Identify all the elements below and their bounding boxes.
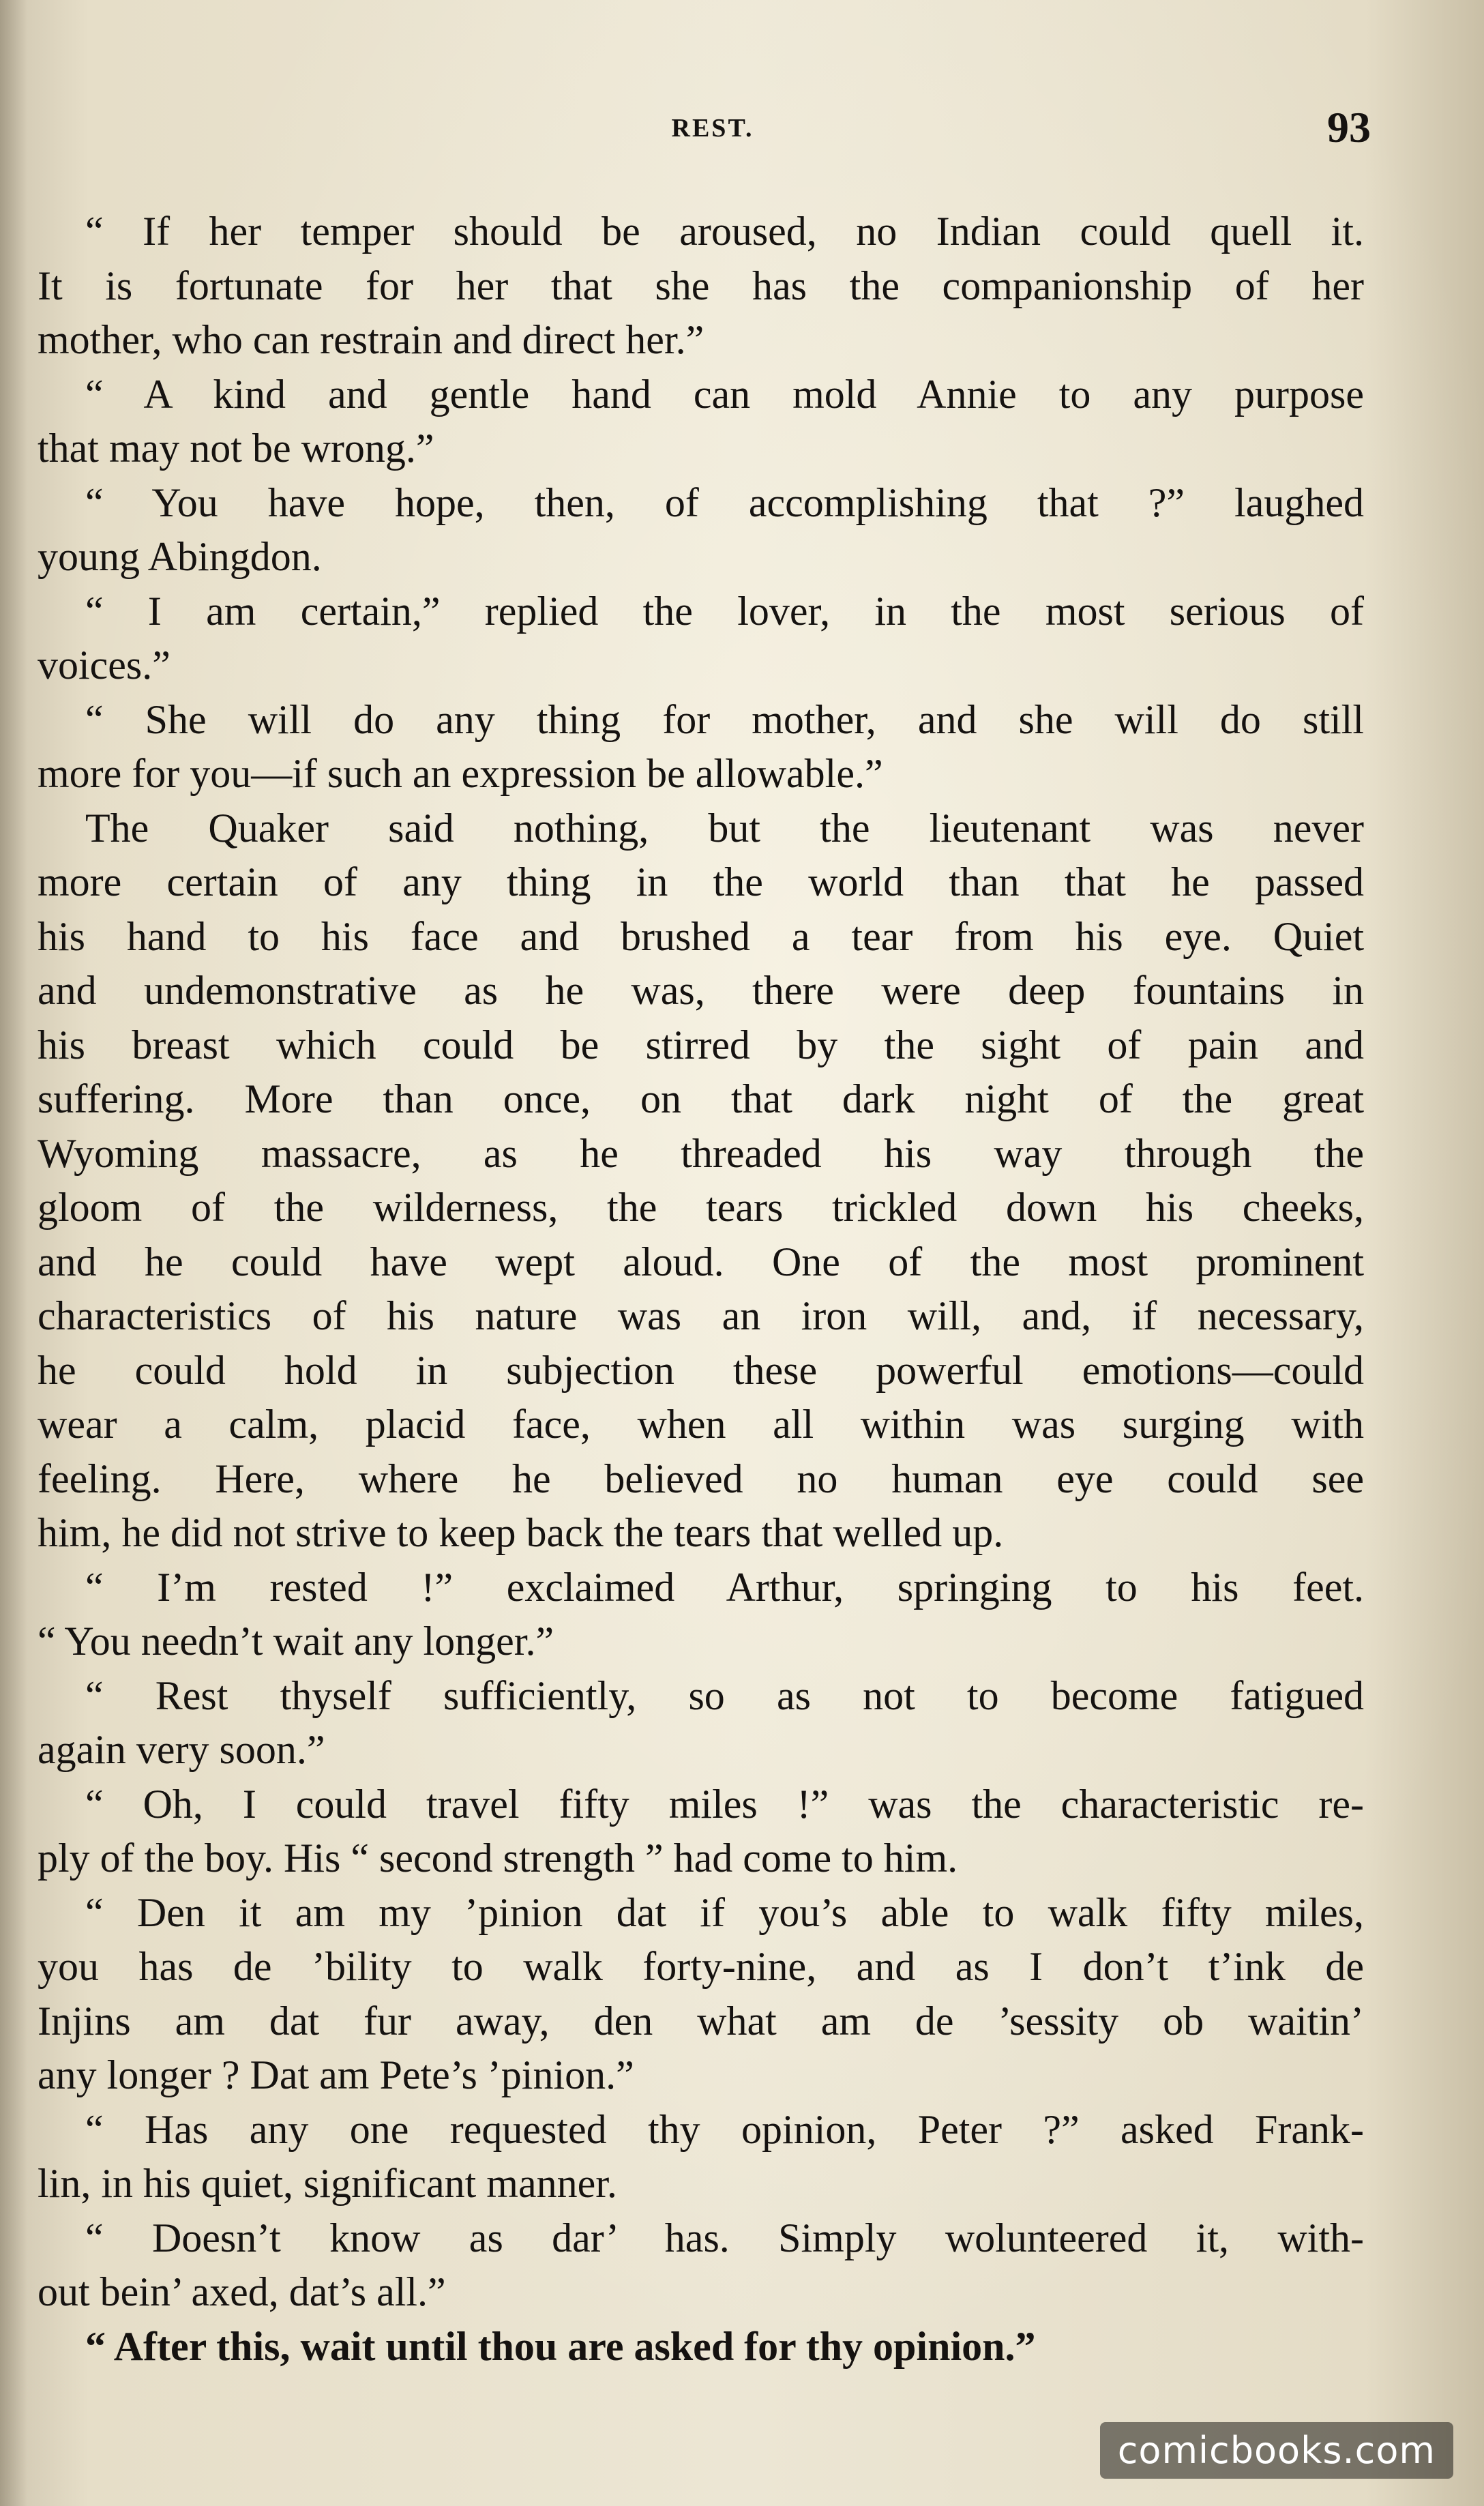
running-title: REST. (671, 114, 754, 143)
text-line: and he could have wept aloud. One of the most prominent (38, 1239, 1364, 1284)
text-line: mother, who can restrain and direct her.” (38, 317, 704, 362)
text-line: suffering. More than once, on that dark night of the great (38, 1076, 1364, 1121)
text-line: wear a calm, placid face, when all within was surging with (38, 1402, 1364, 1447)
text-line: “ You needn’t wait any longer.” (38, 1619, 554, 1664)
text-line: any longer ? Dat am Pete’s ’pinion.” (38, 2052, 634, 2097)
page-number: 93 (1327, 103, 1371, 151)
text-line: gloom of the wilderness, the tears trickled down his cheeks, (38, 1185, 1364, 1230)
text-line: “ Oh, I could travel fifty miles !” was the characteristic re- (85, 1781, 1364, 1827)
page-gutter-shadow (0, 0, 27, 2506)
text-line: “ After this, wait until thou are asked for thy opinion.” (85, 2323, 1036, 2369)
text-line: voices.” (38, 643, 170, 688)
site-watermark: comicbooks.com (1100, 2422, 1453, 2479)
text-line: “ Has any one requested thy opinion, Peter ?” asked Frank- (85, 2106, 1364, 2152)
text-line: more for you—if such an expression be allowable.” (38, 751, 883, 796)
text-line: characteristics of his nature was an iron will, and, if necessary, (38, 1293, 1364, 1338)
text-line: his hand to his face and brushed a tear from his eye. Quiet (38, 913, 1364, 959)
text-line: “ I am certain,” replied the lover, in the most serious of (85, 588, 1364, 634)
text-line: “ Doesn’t know as dar’ has. Simply wolunteered it, with- (85, 2215, 1364, 2260)
text-line: ply of the boy. His “ second strength ” had come to him. (38, 1836, 958, 1881)
text-line: “ Rest thyself sufficiently, so as not to become fatigued (85, 1672, 1364, 1718)
text-line: It is fortunate for her that she has the companionship of her (38, 263, 1364, 308)
text-line: Injins am dat fur away, den what am de ’sessity ob waitin’ (38, 1998, 1364, 2044)
text-line: his breast which could be stirred by the sight of pain and (38, 1022, 1364, 1067)
text-line: he could hold in subjection these powerful emotions—could (38, 1347, 1364, 1393)
text-line: “ She will do any thing for mother, and she will do still (85, 696, 1364, 742)
text-line: Wyoming massacre, as he threaded his way through the (38, 1130, 1364, 1176)
text-line: more certain of any thing in the world than that he passed (38, 859, 1364, 904)
text-line: “ If her temper should be aroused, no Indian could quell it. (85, 209, 1364, 254)
text-line: “ A kind and gentle hand can mold Annie to any purpose (85, 371, 1364, 417)
text-line: and undemonstrative as he was, there were deep fountains in (38, 968, 1364, 1013)
text-line: “ I’m rested !” exclaimed Arthur, springing to his feet. (85, 1564, 1364, 1610)
text-line: “ You have hope, then, of accomplishing that ?” laughed (85, 480, 1364, 525)
text-line: The Quaker said nothing, but the lieutenant was never (85, 805, 1364, 851)
text-line: out bein’ axed, dat’s all.” (38, 2269, 446, 2314)
text-line: him, he did not strive to keep back the tears that welled up. (38, 1510, 1004, 1555)
text-line: that may not be wrong.” (38, 426, 434, 471)
text-line: you has de ’bility to walk forty-nine, and as I don’t t’ink de (38, 1944, 1364, 1989)
text-line: “ Den it am my ’pinion dat if you’s able to walk fifty miles, (85, 1889, 1364, 1935)
page-header (55, 102, 1371, 157)
text-line: again very soon.” (38, 1727, 325, 1772)
body-text (38, 205, 1364, 2374)
text-line: lin, in his quiet, significant manner. (38, 2161, 617, 2206)
text-line: young Abingdon. (38, 534, 322, 579)
text-line: feeling. Here, where he believed no human eye could see (38, 1456, 1364, 1501)
